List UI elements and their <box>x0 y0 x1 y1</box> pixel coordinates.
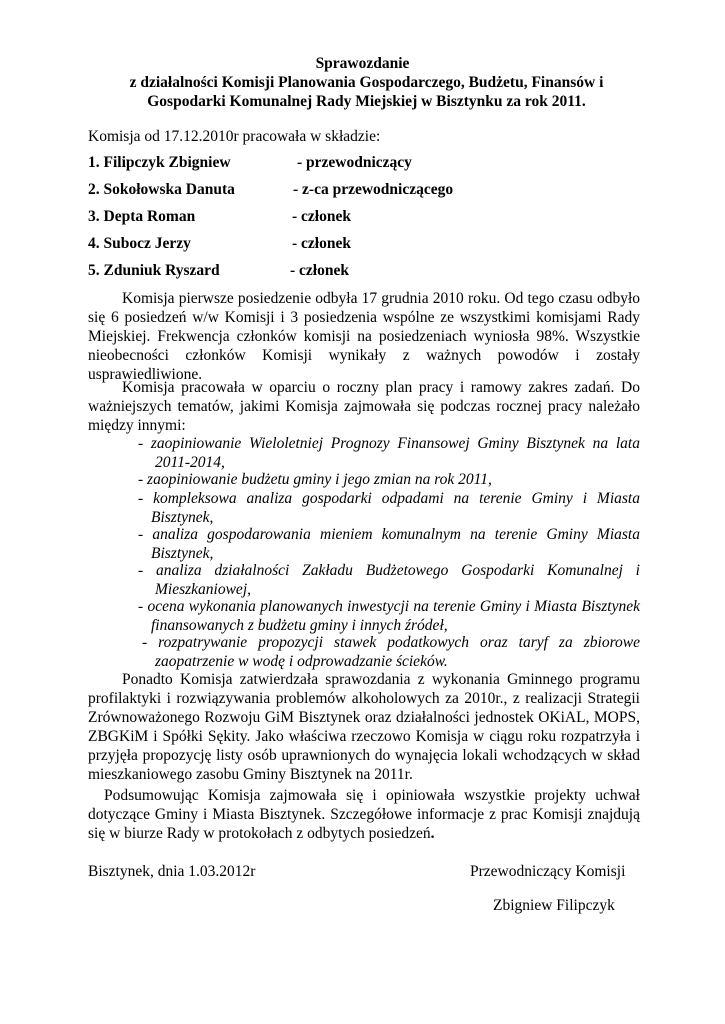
place-date: Bisztynek, dnia 1.03.2012r <box>88 863 256 880</box>
paragraph-summary <box>88 786 640 843</box>
member-role: - z-ca przewodniczącego <box>293 181 454 198</box>
signature-name: Zbigniew Filipczyk <box>493 897 615 914</box>
title-line-1: Sprawozdanie <box>315 55 410 72</box>
list-item: - ocena wykonania planowanych inwestycji na terenie Gminy i Miasta Bisztynek finansowanych z budżetu gminy i innych źródeł, <box>138 598 640 634</box>
member-role: - członek <box>292 208 351 225</box>
summary-period: . <box>430 825 435 842</box>
list-item: - rozpatrywanie propozycji stawek podatkowych oraz taryf za zbiorowe zaopatrzenie w wodę i odprowadzanie ścieków. <box>142 634 640 670</box>
summary-text: Podsumowując Komisja zajmowała się i opiniowała wszystkie projekty uchwał dotyczące Gminy i Miasta Bisztynek. Szczegółowe informacje z prac Komisji znajdują się w biurze Rady w protokołach z odbytych posiedzeń <box>88 787 640 842</box>
signature-title: Przewodniczący Komisji <box>470 863 626 880</box>
member-name: 1. Filipczyk Zbigniew <box>88 154 231 171</box>
member-name: 5. Zduniuk Ryszard <box>88 262 220 279</box>
list-item: - analiza gospodarowania mieniem komunalnym na terenie Gminy Miasta Bisztynek, <box>138 526 640 562</box>
member-name: 3. Depta Roman <box>88 208 196 225</box>
member-name: 2. Sokołowska Danuta <box>88 181 235 198</box>
paragraph-workplan: Komisja pracowała w oparciu o roczny plan pracy i ramowy zakres zadań. Do ważniejszych tematów, jakimi Komisja zajmowała się podczas rocznej pracy należało między innymi: <box>88 379 640 434</box>
member-role: - członek <box>290 262 349 279</box>
list-item: - analiza działalności Zakładu Budżetowego Gospodarki Komunalnej i Mieszkaniowej, <box>138 562 640 598</box>
title-line-3: Gospodarki Komunalnej Rady Miejskiej w Bisztynku za rok 2011. <box>147 93 586 110</box>
intro-text: Komisja od 17.12.2010r pracowała w składzie: <box>88 128 381 145</box>
list-item: - zaopiniowanie budżetu gminy i jego zmian na rok 2011, <box>138 471 492 488</box>
paragraph-attendance: Komisja pierwsze posiedzenie odbyła 17 grudnia 2010 roku. Od tego czasu odbyło się 6 posiedzeń w/w Komisji i 3 posiedzenia wspólne ze wszystkimi komisjami Rady Miejskiej. Frekwencja członków komisji na posiedzeniach wyniosła 98%. Wszystkie nieobecności członków Komisji wynikały z ważnych powodów i zostały usprawiedliwione. <box>88 290 640 383</box>
list-item: - zaopiniowanie Wieloletniej Prognozy Finansowej Gminy Bisztynek na lata 2011-2014, <box>138 435 640 471</box>
paragraph-approvals: Ponadto Komisja zatwierdzała sprawozdania z wykonania Gminnego programu profilaktyki i rozwiązywania problemów alkoholowych za 2010r., z realizacji Strategii Zrównoważonego Rozwoju GiM Bisztynek oraz działalności jednostek OKiAL, MOPS, ZBGKiM i Spółki Sękity. Jako właściwa rzeczowo Komisja w ciągu roku rozpatrzyła i przyjęła propozycję listy osób uprawnionych do wynajęcia lokali wchodzących w skład mieszkaniowego zasobu Gminy Bisztynek na 2011r. <box>88 671 640 783</box>
title-line-2: z działalności Komisji Planowania Gospodarczego, Budżetu, Finansów i <box>129 74 604 91</box>
member-role: - przewodniczący <box>297 154 412 171</box>
member-role: - członek <box>292 235 351 252</box>
list-item: - kompleksowa analiza gospodarki odpadami na terenie Gminy i Miasta Bisztynek, <box>138 490 640 526</box>
member-name: 4. Subocz Jerzy <box>88 235 191 252</box>
